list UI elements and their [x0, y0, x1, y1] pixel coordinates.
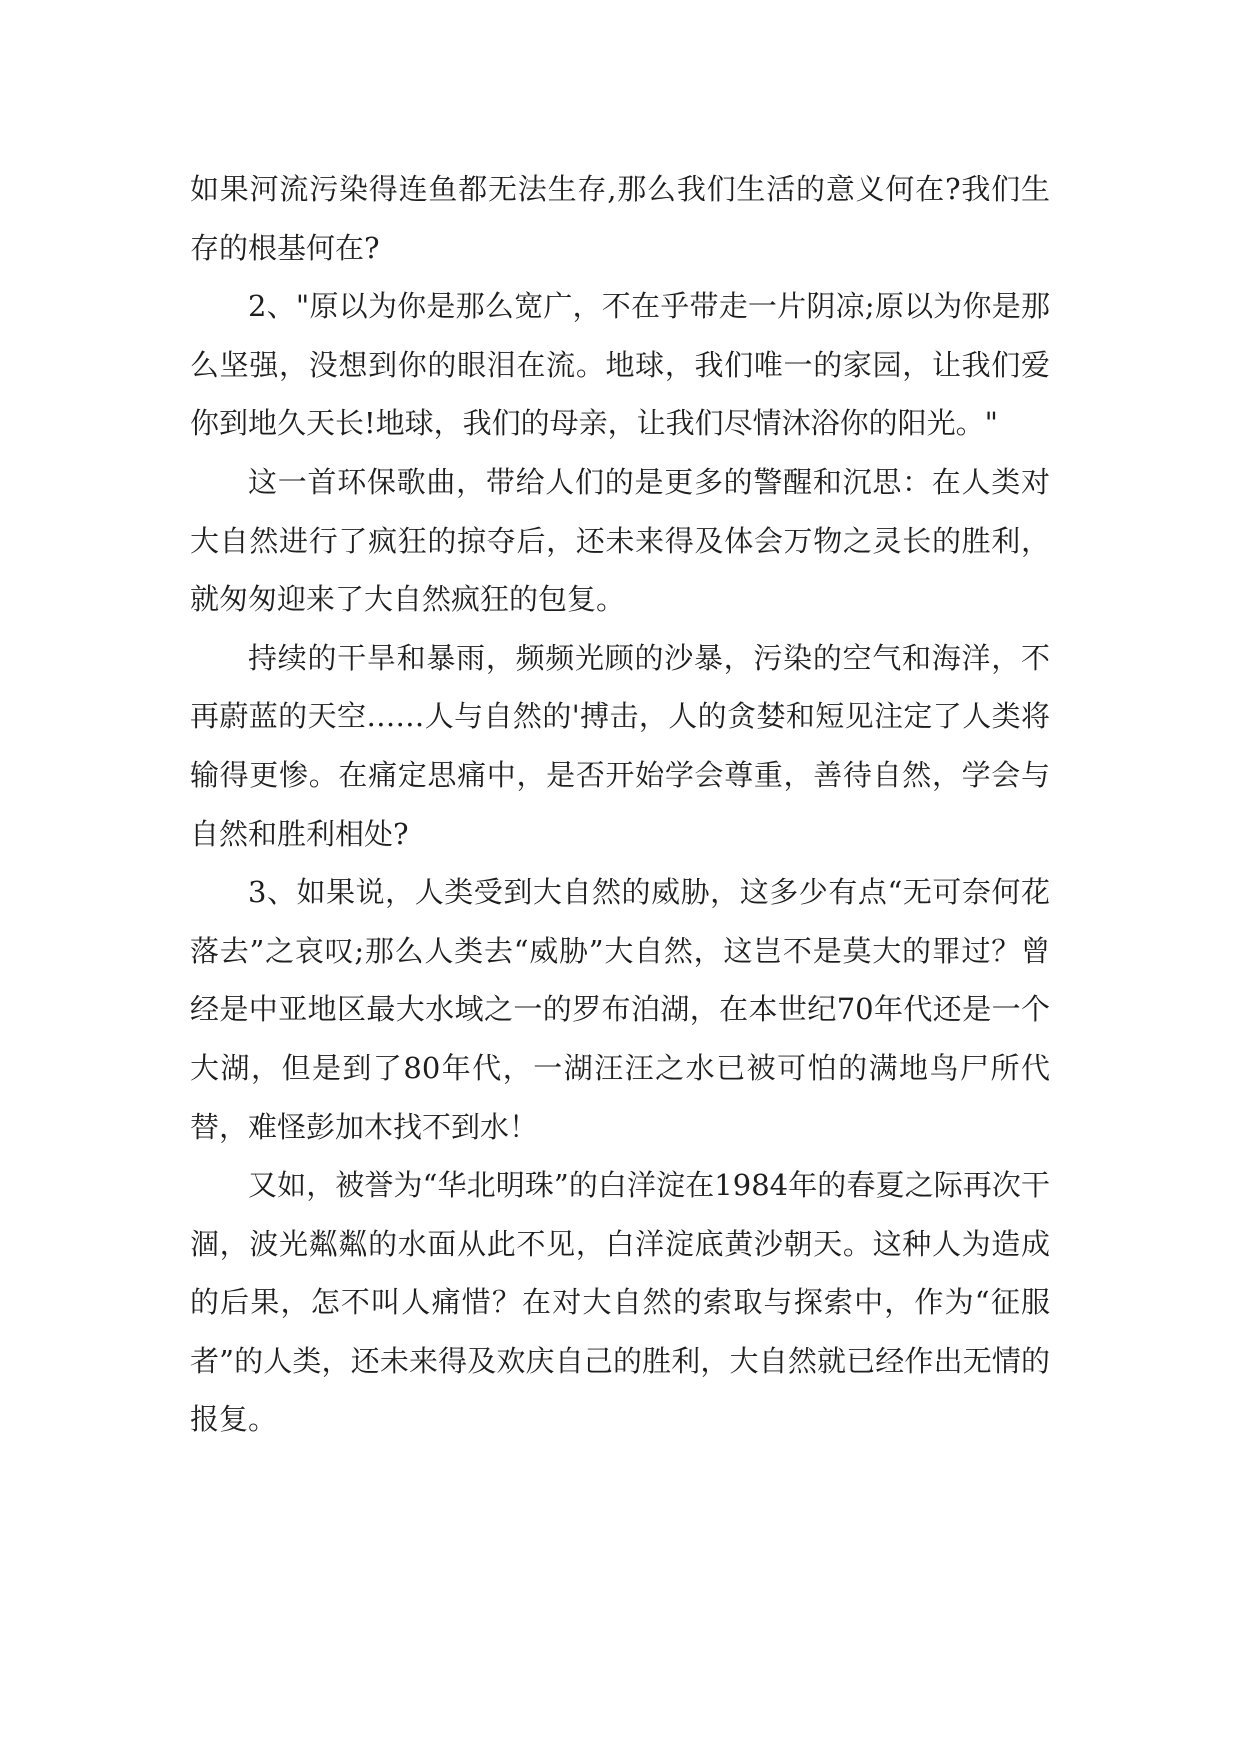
paragraph-4: 持续的干旱和暴雨，频频光顾的沙暴，污染的空气和海洋，不再蔚蓝的天空……人与自然的'搏击，人的贪婪和短见注定了人类将输得更惨。在痛定思痛中，是否开始学会尊重，善待自然，学会与自然和胜利相处?	[190, 640, 1050, 851]
paragraph-2: 2、"原以为你是那么宽广，不在乎带走一片阴凉;原以为你是那么坚强，没想到你的眼泪在流。地球，我们唯一的家园，让我们爱你到地久天长!地球，我们的母亲，让我们尽情沐浴你的阳光。"	[190, 289, 1050, 441]
document-body	[190, 160, 1050, 1449]
paragraph-continuation: 如果河流污染得连鱼都无法生存,那么我们生活的意义何在?我们生存的根基何在?	[190, 172, 1050, 265]
paragraph-3: 这一首环保歌曲，带给人们的是更多的警醒和沉思：在人类对大自然进行了疯狂的掠夺后，还未来得及体会万物之灵长的胜利，就匆匆迎来了大自然疯狂的包复。	[190, 464, 1050, 617]
paragraph-5: 3、如果说，人类受到大自然的威胁，这多少有点“无可奈何花落去”之哀叹;那么人类去“威胁”大自然，这岂不是莫大的罪过？曾经是中亚地区最大水域之一的罗布泊湖，在本世纪70年代还是一个大湖，但是到了80年代，一湖汪汪之水已被可怕的满地鸟尸所代替，难怪彭加木找不到水！	[190, 875, 1050, 1144]
paragraph-6: 又如，被誉为“华北明珠”的白洋淀在1984年的春夏之际再次干涸，波光粼粼的水面从此不见，白洋淀底黄沙朝天。这种人为造成的后果，怎不叫人痛惜？在对大自然的索取与探索中，作为“征服者”的人类，还未来得及欢庆自己的胜利，大自然就已经作出无情的报复。	[190, 1168, 1050, 1437]
